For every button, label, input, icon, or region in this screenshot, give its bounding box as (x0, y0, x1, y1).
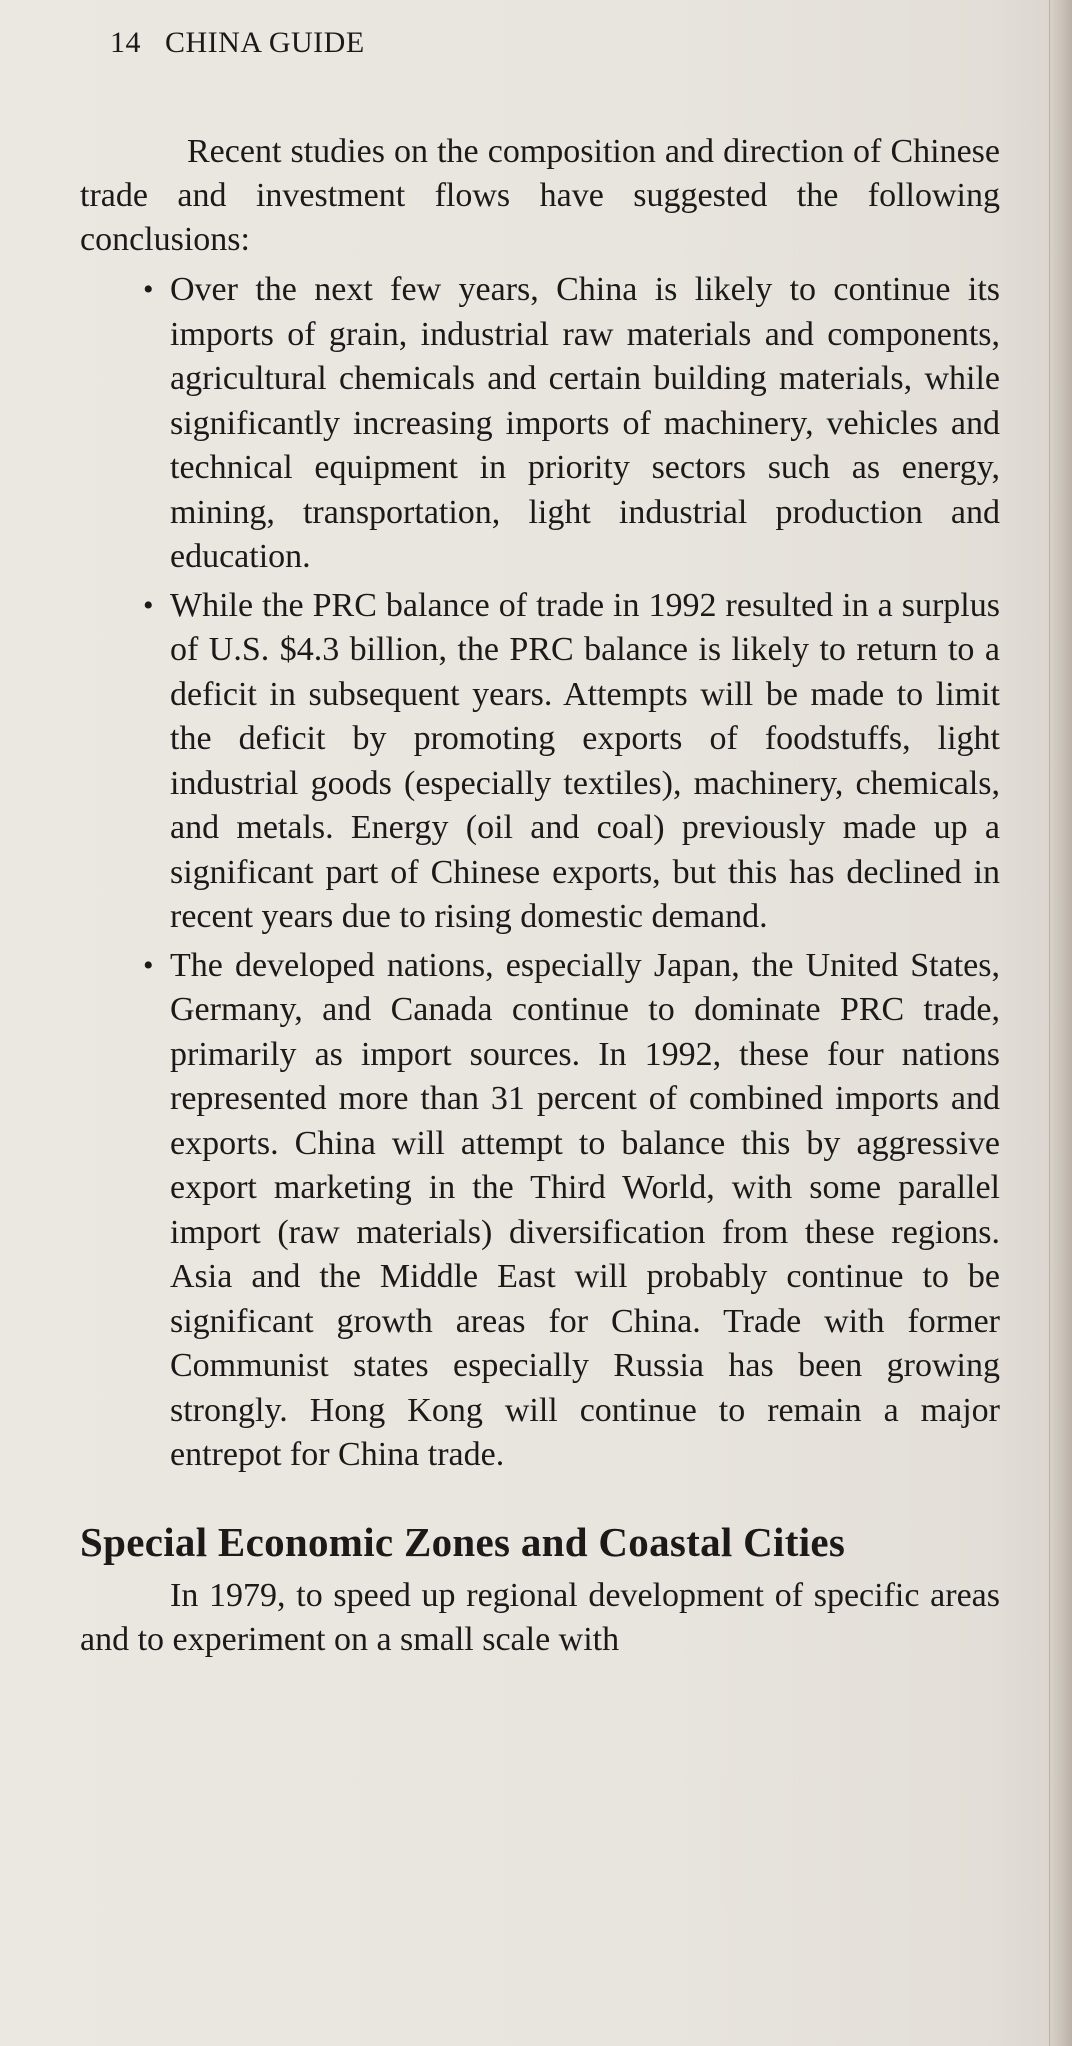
bullet-icon: • (143, 588, 154, 622)
list-item-text: While the PRC balance of trade in 1992 resulted in a surplus of U.S. $4.3 billion, the PRC balance is likely to return to a deficit in subsequent years. Attempts will be made to limit the deficit by promoting exports of foodstuffs, light industrial goods (especially textiles), machinery, chemicals, and metals. Energy (oil and coal) previously made up a significant part of Chinese exports, but this has declined in recent years due to rising domestic demand. (170, 586, 1000, 935)
section-paragraph: In 1979, to speed up regional development of specific areas and to experiment on a small scale with (80, 1576, 1000, 1658)
bullet-icon: • (143, 948, 154, 982)
bullet-icon: • (143, 273, 154, 306)
running-header (110, 26, 365, 70)
list-item (80, 944, 1000, 1478)
page-edge-shadow (1050, 0, 1072, 2046)
list-item-text: Over the next few years, China is likely to continue its imports of grain, industrial raw materials and components, agricultural chemicals and certain building materials, while significantly increasing imports of machinery, vehicles and technical equipment in priority sectors such as energy, mining, transportation, light industrial production and education. (170, 271, 1000, 575)
intro-paragraph: Recent studies on the composition and direction of Chinese trade and investment flows have suggested the following conclusions: (80, 133, 1000, 258)
section-heading: Special Economic Zones and Coastal Cities (80, 1518, 846, 1565)
conclusions-list (80, 268, 1000, 1478)
list-item (80, 268, 1000, 580)
page-content (80, 130, 1000, 1662)
list-item (80, 584, 1000, 940)
running-title: CHINA GUIDE (165, 26, 365, 59)
page-number: 14 (110, 26, 141, 59)
list-item-text: The developed nations, especially Japan, the United States, Germany, and Canada continue to dominate PRC trade, primarily as import sources. In 1992, these four nations represented more than 31 percent of combined imports and exports. China will attempt to balance this by aggressive export marketing in the Third World, with some parallel import (raw materials) diversification from these regions. Asia and the Middle East will probably continue to be significant growth areas for China. Trade with former Communist states especially Russia has been growing strongly. Hong Kong will continue to remain a major entrepot for China trade. (170, 946, 1000, 1473)
